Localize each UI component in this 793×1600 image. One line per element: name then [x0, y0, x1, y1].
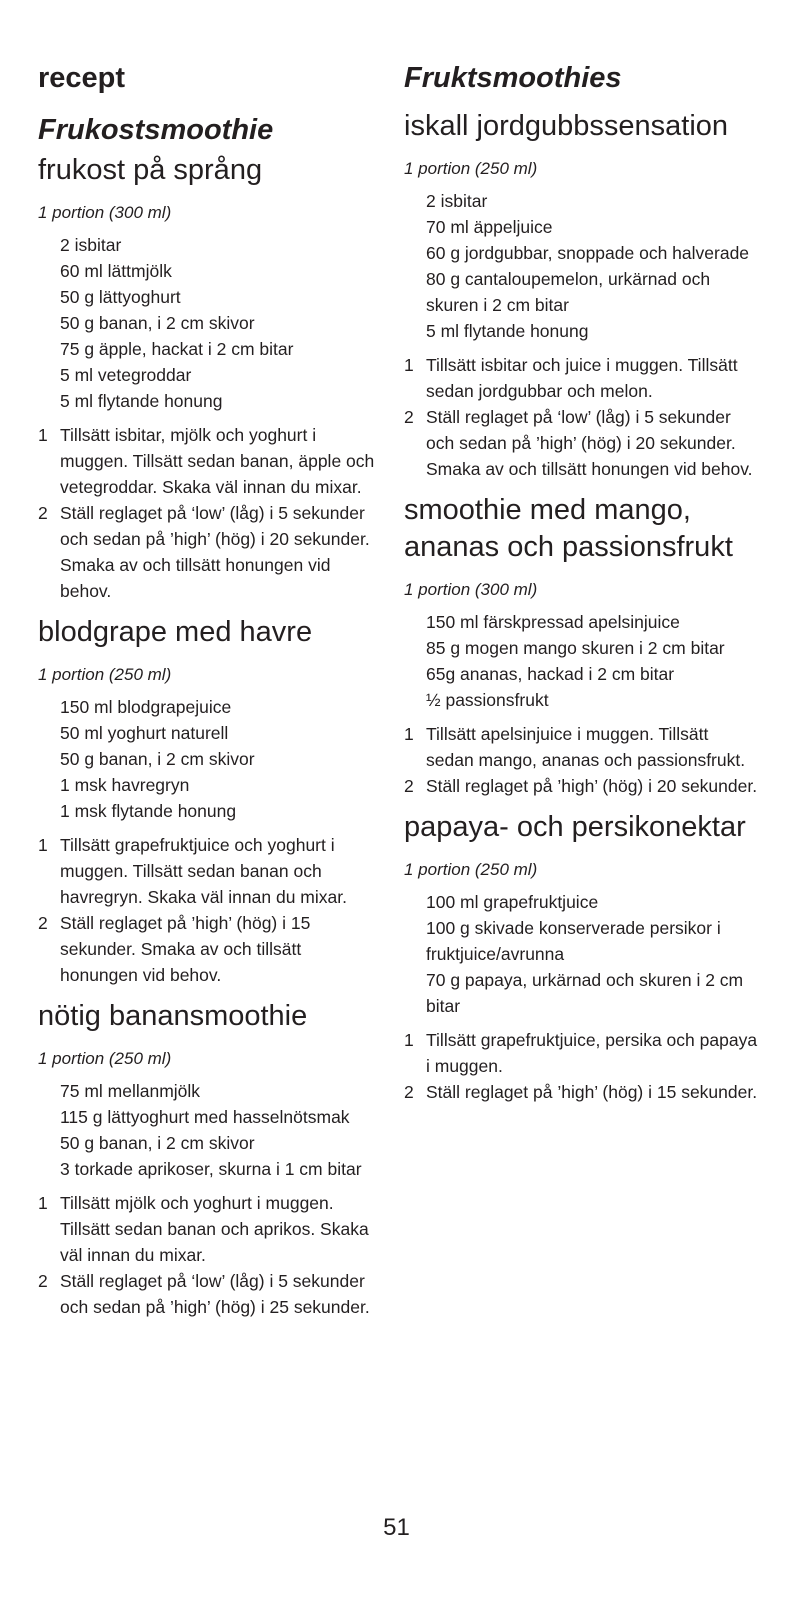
ingredient-item: 50 g banan, i 2 cm skivor: [60, 313, 255, 333]
recipe-title: frukost på språng: [38, 154, 263, 186]
ingredient-item: 65g ananas, hackad i 2 cm bitar: [426, 664, 675, 684]
instruction-step: [404, 721, 759, 773]
ingredient-list: [38, 232, 383, 414]
step-text: Tillsätt grapefruktjuice och yoghurt i muggen. Tillsätt sedan banan och havregryn. Skaka väl innan du mixar.: [60, 835, 347, 907]
step-number: 2: [404, 1082, 414, 1102]
ingredient-item: 50 ml yoghurt naturell: [60, 723, 229, 743]
step-text: Ställ reglaget på ‘low’ (låg) i 5 sekunder och sedan på ’high’ (hög) i 25 sekunder.: [60, 1271, 370, 1317]
step-number: 1: [404, 1030, 414, 1050]
instruction-list: [38, 832, 383, 988]
section-subheading-frukostsmoothie: Frukostsmoothie: [38, 114, 274, 146]
recipe-portion: 1 portion (250 ml): [404, 860, 538, 879]
recipe-portion: 1 portion (300 ml): [404, 580, 538, 599]
ingredient-item: 50 g banan, i 2 cm skivor: [60, 1133, 255, 1153]
step-text: Ställ reglaget på ‘low’ (låg) i 5 sekunder och sedan på ’high’ (hög) i 20 sekunder. Smaka av och tillsätt honungen vid behov.: [426, 407, 753, 479]
ingredient-item: 70 g papaya, urkärnad och skuren i 2 cm bitar: [426, 970, 744, 1016]
ingredient-item: ½ passionsfrukt: [426, 690, 549, 710]
ingredient-item: 75 g äpple, hackat i 2 cm bitar: [60, 339, 294, 359]
recipe-title: blodgrape med havre: [38, 616, 313, 648]
recipe-notig-banansmoothie: [38, 998, 383, 1320]
ingredient-item: 5 ml flytande honung: [426, 321, 589, 341]
ingredient-item: 5 ml vetegroddar: [60, 365, 192, 385]
ingredient-item: 100 g skivade konserverade persikor i fruktjuice/avrunna: [426, 918, 721, 964]
instruction-list: [38, 422, 383, 604]
step-number: 2: [404, 407, 414, 427]
ingredient-item: 75 ml mellanmjölk: [60, 1081, 201, 1101]
instruction-step: [404, 1027, 759, 1079]
step-number: 1: [404, 355, 414, 375]
section-heading-recept: recept: [38, 62, 126, 94]
ingredient-list: [404, 889, 759, 1019]
ingredient-list: [404, 188, 759, 344]
ingredient-item: 80 g cantaloupemelon, urkärnad och skuren i 2 cm bitar: [426, 269, 711, 315]
instruction-step: [404, 352, 759, 404]
recipe-title: smoothie med mango, ananas och passionsfrukt: [404, 494, 733, 563]
step-number: 1: [404, 724, 414, 744]
ingredient-item: 1 msk flytande honung: [60, 801, 237, 821]
recipe-papaya-och-persikonektar: [404, 809, 759, 1105]
ingredient-list: [38, 1078, 383, 1182]
ingredient-item: 1 msk havregryn: [60, 775, 190, 795]
ingredient-item: 2 isbitar: [426, 191, 488, 211]
ingredient-item: 50 g banan, i 2 cm skivor: [60, 749, 255, 769]
ingredient-list: [404, 609, 759, 713]
recipe-iskall-jordgubbssensation: [404, 108, 759, 482]
ingredient-item: 150 ml färskpressad apelsinjuice: [426, 612, 680, 632]
right-column: [404, 58, 759, 1105]
step-text: Tillsätt isbitar, mjölk och yoghurt i muggen. Tillsätt sedan banan, äpple och vetegroddar. Skaka väl innan du mixar.: [60, 425, 375, 497]
step-number: 2: [38, 913, 48, 933]
instruction-list: [404, 352, 759, 482]
step-text: Ställ reglaget på ’high’ (hög) i 15 sekunder. Smaka av och tillsätt honungen vid behov.: [60, 913, 311, 985]
instruction-step: [38, 500, 383, 604]
ingredient-item: 2 isbitar: [60, 235, 122, 255]
recipe-portion: 1 portion (250 ml): [404, 159, 538, 178]
left-column: [38, 58, 383, 1320]
step-number: 2: [38, 1271, 48, 1291]
page-number: 51: [383, 1514, 410, 1541]
recipe-portion: 1 portion (250 ml): [38, 1049, 172, 1068]
step-text: Tillsätt mjölk och yoghurt i muggen. Tillsätt sedan banan och aprikos. Skaka väl innan du mixar.: [60, 1193, 369, 1265]
step-number: 2: [38, 503, 48, 523]
step-text: Ställ reglaget på ’high’ (hög) i 20 sekunder.: [426, 776, 758, 796]
step-number: 1: [38, 1193, 48, 1213]
instruction-step: [38, 422, 383, 500]
step-text: Tillsätt grapefruktjuice, persika och papaya i muggen.: [426, 1030, 758, 1076]
ingredient-item: 50 g lättyoghurt: [60, 287, 181, 307]
instruction-list: [404, 1027, 759, 1105]
instruction-step: [38, 1268, 383, 1320]
step-number: 2: [404, 776, 414, 796]
recipe-smoothie-med-mango: [404, 492, 759, 799]
recipe-frukost-pa-sprang: [38, 152, 383, 604]
ingredient-item: 70 ml äppeljuice: [426, 217, 553, 237]
ingredient-item: 5 ml flytande honung: [60, 391, 223, 411]
instruction-step: [38, 1190, 383, 1268]
recipe-title: papaya- och persikonektar: [404, 811, 746, 843]
instruction-list: [38, 1190, 383, 1320]
step-text: Tillsätt isbitar och juice i muggen. Tillsätt sedan jordgubbar och melon.: [426, 355, 738, 401]
instruction-step: [38, 832, 383, 910]
recipe-blodgrape-med-havre: [38, 614, 383, 988]
ingredient-item: 3 torkade aprikoser, skurna i 1 cm bitar: [60, 1159, 362, 1179]
instruction-step: [404, 1079, 759, 1105]
ingredient-item: 85 g mogen mango skuren i 2 cm bitar: [426, 638, 725, 658]
step-number: 1: [38, 835, 48, 855]
step-text: Ställ reglaget på ‘low’ (låg) i 5 sekunder och sedan på ’high’ (hög) i 20 sekunder. Smaka av och tillsätt honungen vid behov.: [60, 503, 370, 601]
ingredient-item: 100 ml grapefruktjuice: [426, 892, 599, 912]
instruction-step: [404, 773, 759, 799]
step-text: Tillsätt apelsinjuice i muggen. Tillsätt sedan mango, ananas och passionsfrukt.: [426, 724, 746, 770]
ingredient-item: 60 g jordgubbar, snoppade och halverade: [426, 243, 750, 263]
recipe-title: iskall jordgubbssensation: [404, 110, 729, 142]
step-number: 1: [38, 425, 48, 445]
instruction-step: [38, 910, 383, 988]
recipe-title: nötig banansmoothie: [38, 1000, 308, 1032]
recipe-portion: 1 portion (300 ml): [38, 203, 172, 222]
step-text: Ställ reglaget på ’high’ (hög) i 15 sekunder.: [426, 1082, 758, 1102]
section-heading-fruktsmoothies: Fruktsmoothies: [404, 62, 622, 94]
recipe-portion: 1 portion (250 ml): [38, 665, 172, 684]
instruction-list: [404, 721, 759, 799]
ingredient-item: 115 g lättyoghurt med hasselnötsmak: [60, 1107, 350, 1127]
instruction-step: [404, 404, 759, 482]
ingredient-list: [38, 694, 383, 824]
ingredient-item: 60 ml lättmjölk: [60, 261, 172, 281]
ingredient-item: 150 ml blodgrapejuice: [60, 697, 232, 717]
